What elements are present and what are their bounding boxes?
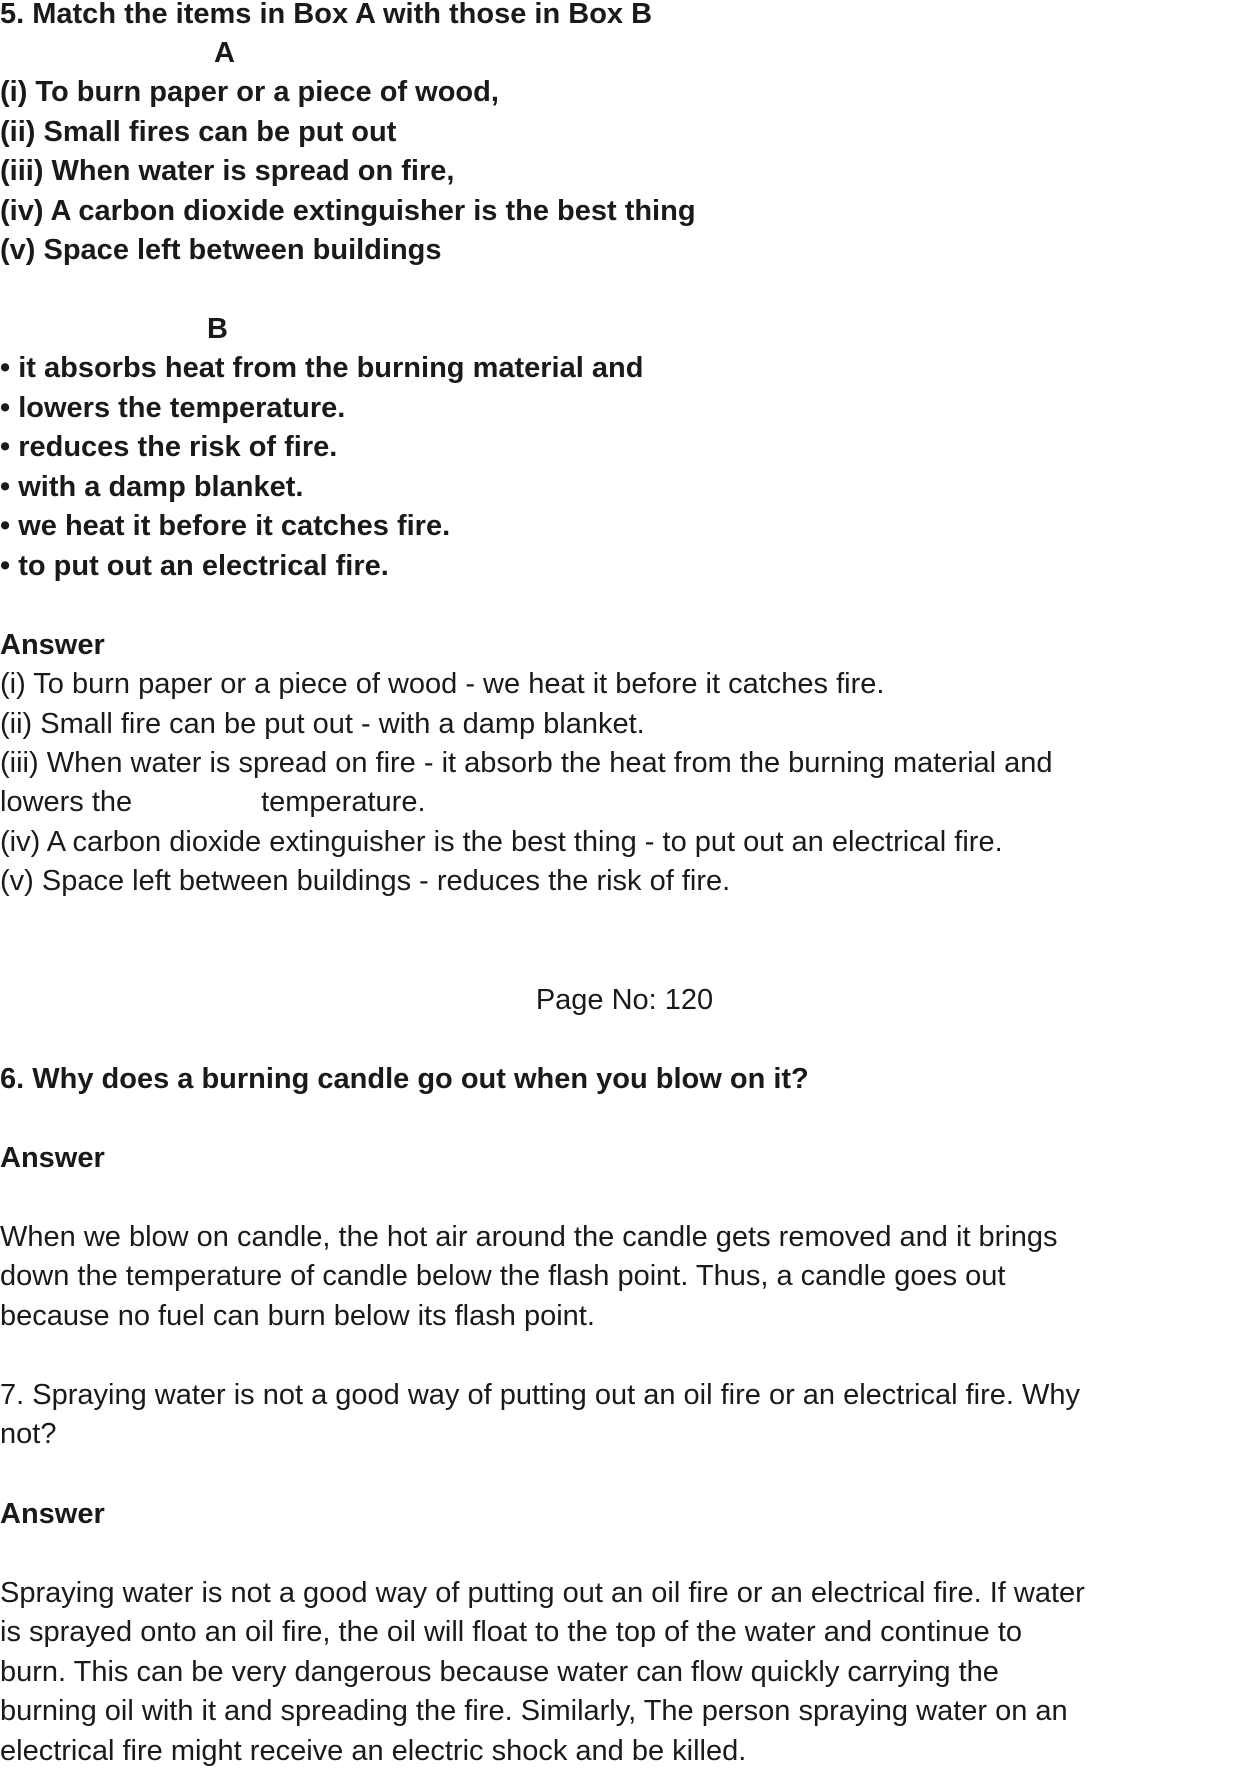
q6-title: 6. Why does a burning candle go out when you blow on it? [0,1063,809,1095]
q7-answer-line: burning oil with it and spreading the fire. Similarly, The person spraying water on an [0,1695,1068,1727]
box-b-item: • to put out an electrical fire. [0,550,389,582]
q5-answer-line: (i) To burn paper or a piece of wood - we heat it before it catches fire. [0,668,885,700]
box-a-label: A [214,37,235,69]
box-a-item: (iv) A carbon dioxide extinguisher is the best thing [0,195,696,227]
box-a-item: (i) To burn paper or a piece of wood, [0,76,499,108]
q6-answer-heading: Answer [0,1142,105,1174]
box-b-item: • it absorbs heat from the burning material and [0,352,644,384]
q5-answer-line: (iii) When water is spread on fire - it absorb the heat from the burning material and [0,747,1053,779]
box-a-item: (iii) When water is spread on fire, [0,155,455,187]
q6-answer-line: down the temperature of candle below the flash point. Thus, a candle goes out [0,1260,1006,1292]
page-number: Page No: 120 [535,984,714,1016]
q5-answer-line: (v) Space left between buildings - reduces the risk of fire. [0,865,731,897]
q5-answer-line: (iv) A carbon dioxide extinguisher is the best thing - to put out an electrical fire. [0,826,1003,858]
box-b-item: • reduces the risk of fire. [0,431,338,463]
q5-answer-heading: Answer [0,629,105,661]
q7-answer-heading: Answer [0,1498,105,1530]
box-b-item: • lowers the temperature. [0,392,346,424]
box-b-item: • with a damp blanket. [0,471,304,503]
q7-answer-line: burn. This can be very dangerous because water can flow quickly carrying the [0,1656,999,1688]
q6-answer-line: When we blow on candle, the hot air around the candle gets removed and it brings [0,1221,1058,1253]
q7-answer-line: is sprayed onto an oil fire, the oil will float to the top of the water and continue to [0,1616,1023,1648]
q7-answer-line: Spraying water is not a good way of putting out an oil fire or an electrical fire. If water [0,1577,1085,1609]
q7-title-line: not? [0,1418,57,1450]
box-b-label: B [207,313,228,345]
q5-answer-line: lowers the temperature. [0,786,426,818]
q6-answer-line: because no fuel can burn below its flash point. [0,1300,595,1332]
q7-answer-line: electrical fire might receive an electric shock and be killed. [0,1735,747,1767]
box-a-item: (ii) Small fires can be put out [0,116,397,148]
q5-title: 5. Match the items in Box A with those in Box B [0,0,653,30]
q5-answer-line: (ii) Small fire can be put out - with a damp blanket. [0,708,645,740]
box-a-item: (v) Space left between buildings [0,234,442,266]
q7-title-line: 7. Spraying water is not a good way of putting out an oil fire or an electrical fire. Why [0,1379,1080,1411]
box-b-item: • we heat it before it catches fire. [0,510,451,542]
